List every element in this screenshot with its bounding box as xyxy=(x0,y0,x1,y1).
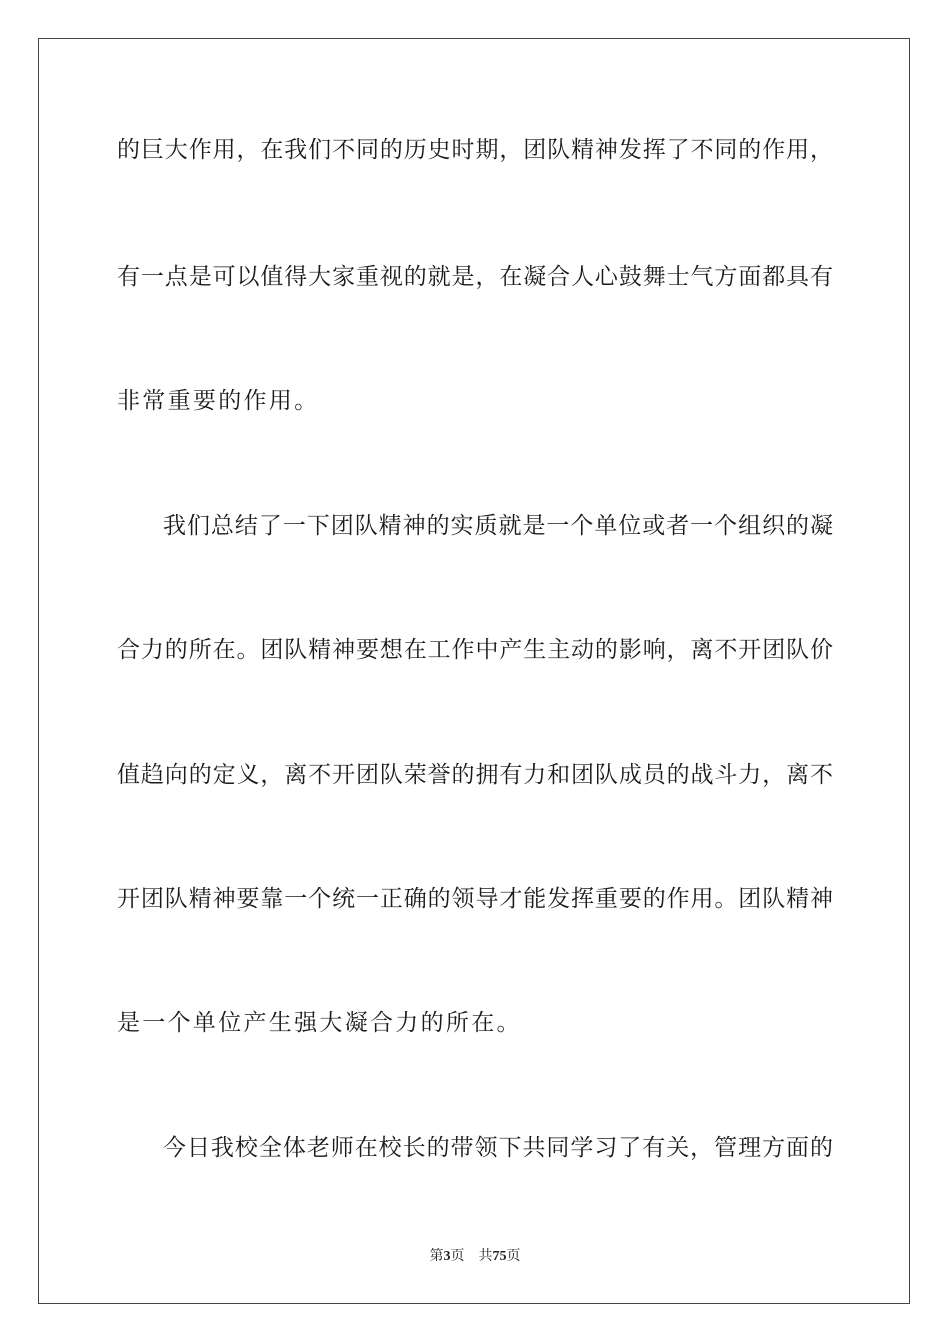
page-suffix: 页 xyxy=(450,1248,465,1264)
paragraph-line-9: 今日我校全体老师在校长的带领下共同学习了有关，管理方面的 xyxy=(163,1135,833,1161)
paragraph-line-5: 合力的所在。团队精神要想在工作中产生主动的影响，离不开团队价 xyxy=(117,637,833,663)
total-suffix: 页 xyxy=(506,1248,521,1264)
total-prefix: 共 xyxy=(478,1248,493,1264)
page-footer xyxy=(0,1247,950,1266)
page-number: 3 xyxy=(443,1249,451,1264)
total-pages: 75 xyxy=(492,1249,507,1264)
page-prefix: 第 xyxy=(429,1248,444,1264)
page-border xyxy=(38,38,910,1304)
paragraph-line-8: 是一个单位产生强大凝合力的所在。 xyxy=(117,1010,522,1036)
paragraph-line-7: 开团队精神要靠一个统一正确的领导才能发挥重要的作用。团队精神 xyxy=(117,886,833,912)
paragraph-line-4: 我们总结了一下团队精神的实质就是一个单位或者一个组织的凝 xyxy=(163,513,833,539)
paragraph-line-6: 值趋向的定义，离不开团队荣誉的拥有力和团队成员的战斗力，离不 xyxy=(117,762,833,788)
paragraph-line-3: 非常重要的作用。 xyxy=(117,388,320,414)
paragraph-line-2: 有一点是可以值得大家重视的就是，在凝合人心鼓舞士气方面都具有 xyxy=(117,264,833,290)
paragraph-line-1: 的巨大作用，在我们不同的历史时期，团队精神发挥了不同的作用， xyxy=(117,137,833,163)
